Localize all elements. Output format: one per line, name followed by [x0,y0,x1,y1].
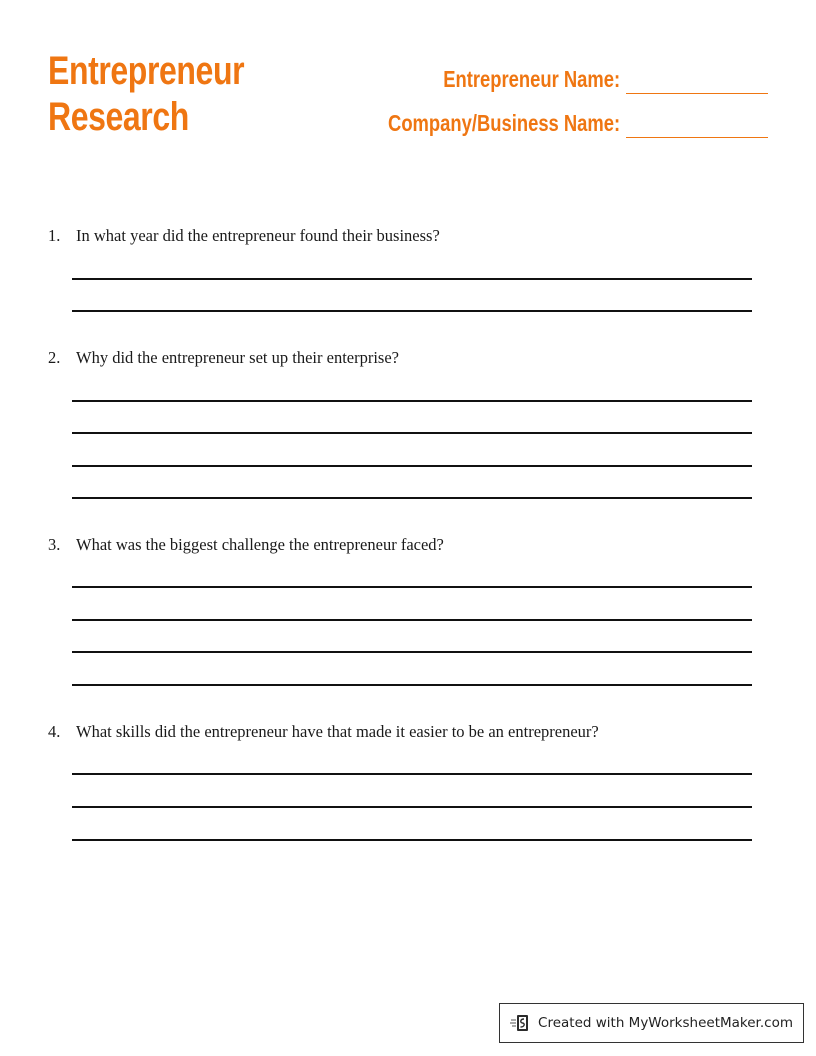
badge-text: Created with MyWorksheetMaker.com [538,1015,793,1031]
title-line-1: Entrepreneur [48,49,245,93]
answer-line[interactable] [72,400,752,402]
answer-line[interactable] [72,651,752,653]
created-with-badge[interactable] [499,1003,804,1043]
company-name-blank[interactable] [626,137,768,138]
question-4 [48,722,752,742]
name-fields [348,50,768,138]
answer-line[interactable] [72,839,752,841]
answer-line[interactable] [72,619,752,621]
question-2 [48,348,752,368]
answer-line[interactable] [72,465,752,467]
answer-line[interactable] [72,432,752,434]
question-text: What was the biggest challenge the entrepreneur faced? [76,535,444,554]
answer-line[interactable] [72,773,752,775]
answer-line[interactable] [72,806,752,808]
question-number: 2. [48,348,61,367]
question-1 [48,226,752,246]
title-line-2: Research [48,95,189,139]
answer-line[interactable] [72,278,752,280]
answer-line[interactable] [72,684,752,686]
answer-line[interactable] [72,497,752,499]
question-number: 4. [48,722,61,741]
worksheet-title [48,48,244,140]
answer-line[interactable] [72,586,752,588]
company-name-field [348,94,768,138]
entrepreneur-name-field [348,50,768,94]
question-text: In what year did the entrepreneur found their business? [76,226,440,245]
company-name-label: Company/Business Name: [387,110,620,136]
worksheet-maker-logo-icon [510,1012,532,1034]
answer-line[interactable] [72,310,752,312]
question-number: 3. [48,535,61,554]
entrepreneur-name-label: Entrepreneur Name: [443,66,620,92]
question-number: 1. [48,226,61,245]
entrepreneur-name-blank[interactable] [626,93,768,94]
question-text: Why did the entrepreneur set up their enterprise? [76,348,399,367]
question-3 [48,535,752,555]
question-text: What skills did the entrepreneur have that made it easier to be an entrepreneur? [76,722,599,741]
